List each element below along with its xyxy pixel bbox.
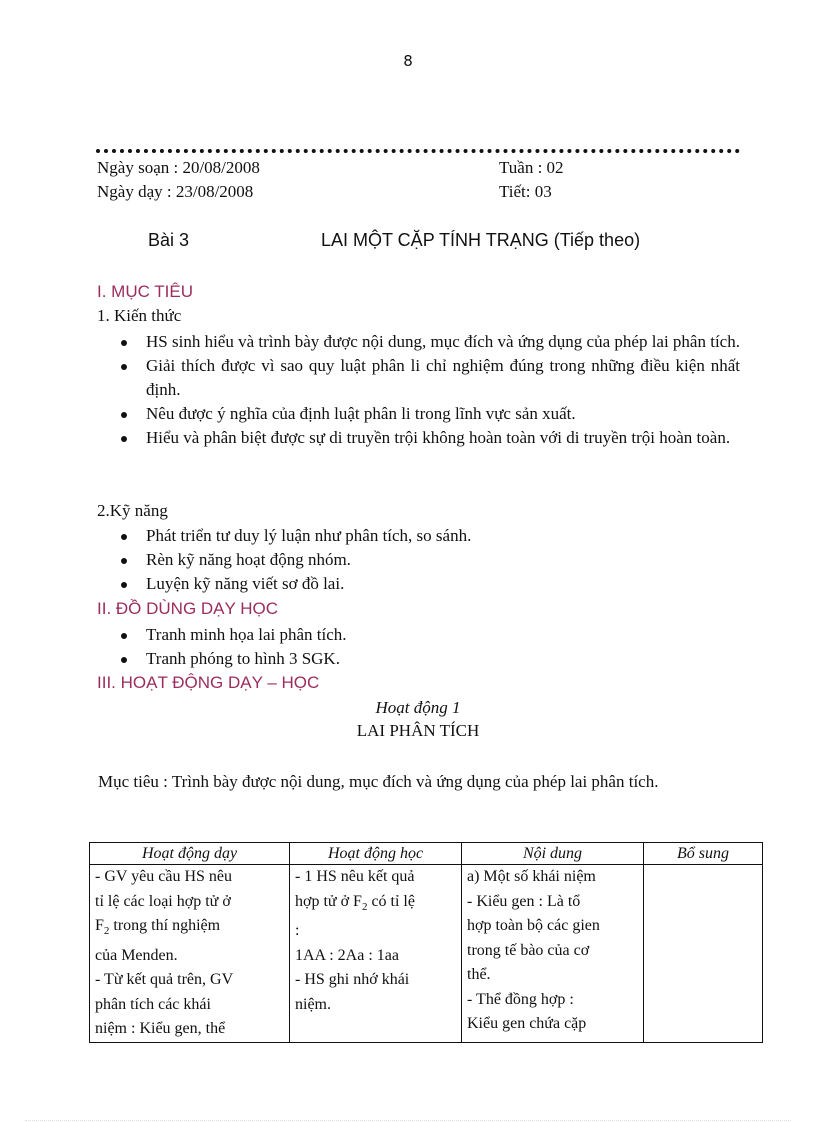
lesson-number: Bài 3 xyxy=(148,230,190,250)
header-notes: Bổ sung xyxy=(644,843,763,865)
period: Tiết: 03 xyxy=(499,182,552,201)
list-item: Phát triển tư duy lý luận như phân tích, so sánh. xyxy=(146,524,740,548)
table-row xyxy=(90,865,763,1043)
list-item: Nêu được ý nghĩa của định luật phân li trong lĩnh vực sản xuất. xyxy=(146,402,740,426)
list-item: Luyện kỹ năng viết sơ đồ lai. xyxy=(146,572,740,596)
bullet-icon xyxy=(121,340,127,346)
skills-list xyxy=(146,524,740,596)
lesson-title: LAI MỘT CẶP TÍNH TRẠNG (Tiếp theo) xyxy=(321,230,641,250)
week: Tuần : 02 xyxy=(499,158,564,177)
header-student-activity: Hoạt động học xyxy=(290,843,462,865)
list-item: Rèn kỹ năng hoạt động nhóm. xyxy=(146,548,740,572)
list-item: Hiểu và phân biệt được sự di truyền trội không hoàn toàn với di truyền trội hoàn toàn. xyxy=(146,426,740,450)
table-header-row xyxy=(90,843,763,865)
bullet-icon xyxy=(121,534,127,540)
header-content: Nội dung xyxy=(462,843,644,865)
knowledge-heading: 1. Kiến thức xyxy=(97,306,182,325)
section-activities-heading: III. HOẠT ĐỘNG DẠY – HỌC xyxy=(97,673,320,692)
list-item: Tranh phóng to hình 3 SGK. xyxy=(146,647,740,671)
materials-list xyxy=(146,623,740,671)
bullet-icon xyxy=(121,364,127,370)
skills-heading: 2.Kỹ năng xyxy=(97,501,168,520)
activity-label: Hoạt động 1 xyxy=(375,698,461,717)
header-teacher-activity: Hoạt động dạy xyxy=(90,843,290,865)
bullet-icon xyxy=(121,582,127,588)
date-taught: Ngày dạy : 23/08/2008 xyxy=(97,182,254,201)
cell-content: a) Một số khái niệm - Kiểu gen : Là tổ hợp toàn bộ các gien trong tế bào của cơ thể. - Thể đồng hợp : Kiểu gen chứa cặp xyxy=(462,865,644,1043)
section-materials-heading: II. ĐỒ DÙNG DẠY HỌC xyxy=(97,599,279,618)
cell-student-activity: - 1 HS nêu kết quả hợp tử ở $F_2$ có tỉ lệ : 1AA : 2Aa : 1aa - HS ghi nhớ khái niệm. xyxy=(290,865,462,1043)
dotted-divider xyxy=(96,149,740,153)
list-item: HS sinh hiểu và trình bày được nội dung, mục đích và ứng dụng của phép lai phân tích. xyxy=(146,330,740,354)
activity-objective: Mục tiêu : Trình bày được nội dung, mục đích và ứng dụng của phép lai phân tích. xyxy=(98,772,659,791)
bullet-icon xyxy=(121,436,127,442)
cell-teacher-activity: - GV yêu cầu HS nêu tỉ lệ các loại hợp tử ở $F_2$ trong thí nghiệm của Menden. - Từ kết quả trên, GV phân tích các khái niệm : Kiểu gen, thể xyxy=(90,865,290,1043)
date-prepared: Ngày soạn : 20/08/2008 xyxy=(97,158,260,177)
list-item: Giải thích được vì sao quy luật phân li chỉ nghiệm đúng trong những điều kiện nhất định. xyxy=(146,354,740,402)
bullet-icon xyxy=(121,657,127,663)
page-bottom-divider xyxy=(25,1120,791,1121)
activity-table xyxy=(89,842,763,1043)
knowledge-list xyxy=(146,330,740,450)
list-item: Tranh minh họa lai phân tích. xyxy=(146,623,740,647)
bullet-icon xyxy=(121,558,127,564)
section-objectives-heading: I. MỤC TIÊU xyxy=(97,282,194,301)
bullet-icon xyxy=(121,633,127,639)
bullet-icon xyxy=(121,412,127,418)
cell-notes xyxy=(644,865,763,1043)
page-number: 8 xyxy=(403,52,413,70)
activity-title: LAI PHÂN TÍCH xyxy=(356,721,480,740)
